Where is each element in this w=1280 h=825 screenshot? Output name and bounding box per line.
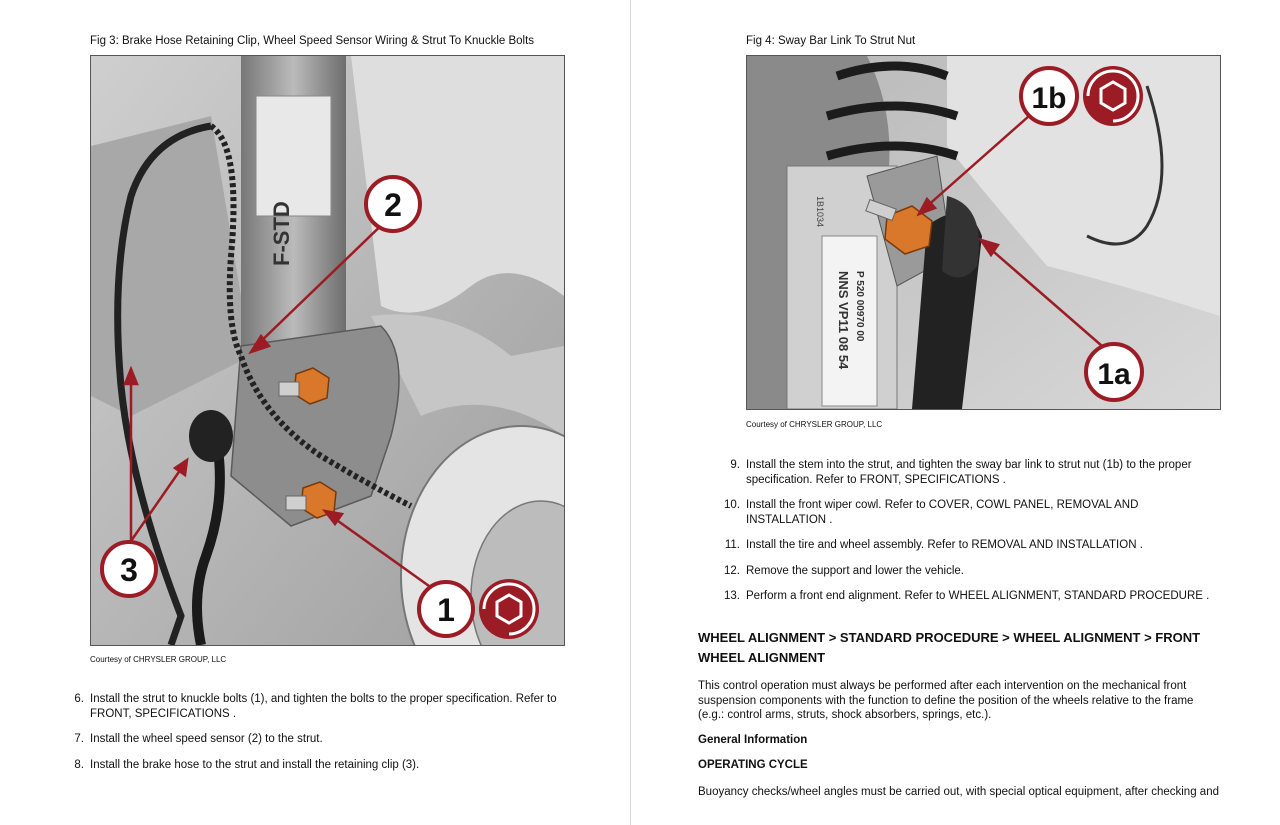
svg-text:3: 3: [120, 552, 138, 588]
buoyancy-paragraph: Buoyancy checks/wheel angles must be carried out, with special optical equipment, after checking and: [698, 786, 1219, 798]
svg-text:1: 1: [437, 592, 455, 628]
callout-2: [366, 177, 420, 231]
section-heading: WHEEL ALIGNMENT > STANDARD PROCEDURE > WHEEL ALIGNMENT > FRONT WHEEL ALIGNMENT: [698, 630, 1201, 665]
list-item: 7. Install the wheel speed sensor (2) to the strut.: [74, 733, 323, 745]
page-divider: [630, 0, 631, 825]
svg-text:1b: 1b: [1031, 82, 1067, 115]
nut-torque-icon: [479, 579, 539, 639]
callout-1: [419, 582, 473, 636]
figure-4-caption: Fig 4: Sway Bar Link To Strut Nut: [746, 35, 916, 47]
left-page: [0, 0, 630, 825]
general-information-heading: General Information: [698, 734, 808, 746]
callout-1a: [1086, 344, 1142, 400]
figure-4-image: [746, 55, 1221, 410]
list-item: 8. Install the brake hose to the strut and install the retaining clip (3).: [74, 758, 420, 771]
figure-3-caption: Fig 3: Brake Hose Retaining Clip, Wheel Speed Sensor Wiring & Strut To Knuckle Bolts: [90, 35, 535, 47]
figure-4-courtesy: Courtesy of CHRYSLER GROUP, LLC: [746, 420, 883, 429]
intro-paragraph: This control operation must always be performed after each intervention on the mechanical front suspension components with the function to define the position of the wheels relative to the frame (e.g.: control arms, struts, shock absorbers, springs, etc.).: [698, 680, 1194, 721]
list-item: 10. Install the front wiper cowl. Refer to COVER, COWL PANEL, REMOVAL AND INSTALLATION .: [724, 499, 1139, 526]
strut-label-text: F-STD: [269, 201, 294, 266]
right-steps-list: [718, 458, 1218, 615]
list-item: 9. Install the stem into the strut, and tighten the sway bar link to strut nut (1b) to the proper specification. Refer to FRONT, SPECIFICATIONS .: [730, 459, 1192, 486]
list-item: 6. Install the strut to knuckle bolts (1), and tighten the bolts to the proper specification. Refer to FRONT, SPECIFICATIONS .: [74, 693, 557, 720]
callout-3: [102, 542, 156, 596]
list-item: 12. Remove the support and lower the vehicle.: [724, 564, 964, 577]
svg-text:2: 2: [384, 187, 402, 223]
left-steps-list: [62, 692, 562, 783]
list-item: 13. Perform a front end alignment. Refer to WHEEL ALIGNMENT, STANDARD PROCEDURE .: [724, 590, 1210, 602]
svg-text:P 520 00970 00: P 520 00970 00: [854, 271, 865, 342]
nut-torque-icon: [1083, 66, 1143, 126]
svg-text:1B1034: 1B1034: [815, 196, 825, 228]
figure-3-image: [90, 55, 565, 646]
figure-3-courtesy: Courtesy of CHRYSLER GROUP, LLC: [90, 655, 227, 664]
list-item: 11. Install the tire and wheel assembly. Refer to REMOVAL AND INSTALLATION .: [724, 539, 1143, 551]
callout-1b: [1021, 68, 1077, 124]
operating-cycle-heading: OPERATING CYCLE: [698, 759, 808, 771]
right-page: [632, 0, 1280, 825]
svg-text:NNS VP11 08 54: NNS VP11 08 54: [836, 271, 851, 370]
svg-text:1a: 1a: [1097, 358, 1131, 391]
